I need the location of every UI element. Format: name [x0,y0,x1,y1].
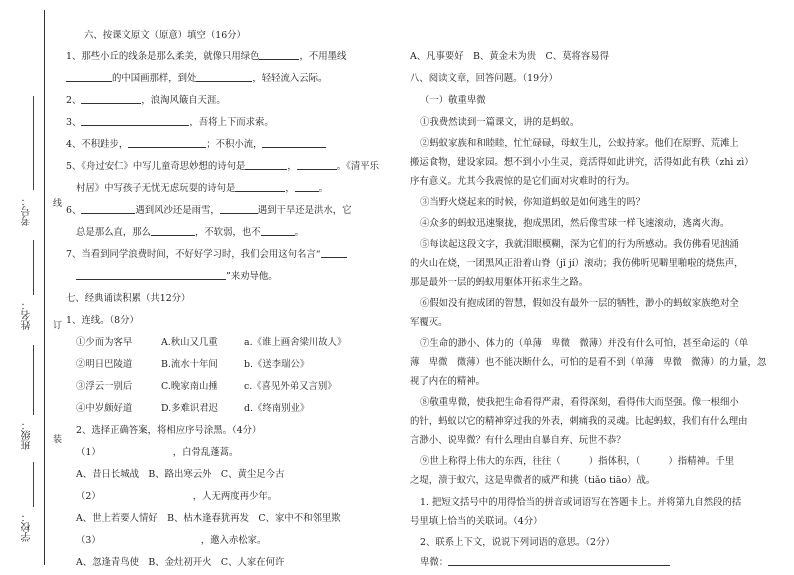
q7-blank-2[interactable] [76,268,226,280]
question-2: 2、联系上下文，说说下列词语的意思。（2分） [420,537,615,548]
match-right-item: d.《终南别业》 [244,403,310,414]
passage-p2-line3: 序有意义。尤其今我震惊的是它们面对灾难时的行为。 [410,176,636,187]
q4-line [66,136,326,153]
class-label: 班级： [22,420,33,450]
q6-text-a: 6、 [66,205,82,216]
q5-text-c: 。《清平乐 [336,161,379,172]
choice-title: 2、选择正确答案，将相应序号涂黑。（4分） [76,425,262,436]
q5-text-a: 5、《舟过安仁》中写儿童奇思妙想的诗句是 [66,161,246,172]
q3-line: 3、 ，吾将上下而求索。 [66,114,274,131]
q1-text-a: 1、那些小丘的线条是那么柔美，就像只用绿色 [66,51,260,62]
q3-blank[interactable] [81,114,189,126]
q6-blank-1[interactable] [81,202,135,214]
choice-2-options[interactable]: A、世上若要人情好 B、枯木逢春犹再发 C、家中不和邻里欺 [76,513,341,524]
q3-text: ，吾将上下而求索。 [189,117,274,128]
choice-3-options[interactable]: A、忽逢青鸟使 B、金灶初开火 C、人家在何许 [76,557,285,568]
passage-title: （一）敬重卑微 [420,95,486,106]
question-1-line1: 1. 把短文括号中的用得恰当的拼音或词语写在答题卡上。并将第九自然段的括 [420,497,742,508]
section7-title: 七、经典诵读积累（共12分） [66,293,191,304]
q6-text-b: 遇到风沙还是雨雪， [135,205,220,216]
q1-text-c: 的中国画那样，到处 [112,73,197,84]
choice-2-tail: ，人无两度再少年。 [192,491,278,502]
choice-3-number: （3） [76,535,101,546]
q5-line1 [66,158,379,175]
choice-1 [76,444,238,461]
q7-text-a: 7、当看到同学浪费时间，不好好学习时，我们会用这句名言“ [66,249,321,260]
match-mid-item: D.多难识君迟 [161,403,219,414]
q7-line1 [66,246,347,263]
q1-text-d: ，轻轻流入云际。 [252,73,328,84]
passage-p2-line2: 搬运食物，建设家园。想不到小小生灵，竟活得如此讲究，活得如此有秩（zhì zì） [410,157,754,168]
q1-blank-1[interactable] [259,48,299,60]
q5-text-b: ， [287,161,297,172]
passage-p7-line3: 视了内在的精神。 [410,376,486,387]
match-mid-item: A.秋山又几重 [161,337,218,348]
section6-title: 六、按课文原文（原意）填空（16分） [84,30,246,41]
school-blank[interactable] [33,462,34,507]
binding-mark-bind: 装 [53,435,63,445]
q6-blank-3[interactable] [151,224,195,236]
match-mid-item: B.流水十年间 [161,359,218,370]
passage-p9-line1: ⑨世上称得上伟大的东西，往往（ ）指体积，（ ）指精神。千里 [420,456,735,467]
q6-blank-2[interactable] [220,202,258,214]
passage-p1: ①我费然读到一篇课文，讲的是蚂蚁。 [420,117,580,128]
question-2-answer-blank[interactable] [448,554,670,566]
exam-no-blank[interactable] [33,96,34,190]
q6-text-d: 总是那么直，那么 [76,227,152,238]
q5-blank-1[interactable] [245,158,287,170]
passage-p5-line2: 的火山在烧，一团黑风正沿着山脊（jǐ jí）滚动；我仿佛听见噼里啪啦的烧焦声， [410,258,744,269]
q5-line2: 村居》中写孩子无忧无虑玩耍的诗句是 ， 。 [76,180,328,197]
passage-p7-line2: 薄 卑微 微薄）也不能决断什么，可怕的是看不到（单薄 卑微 微薄）的力量，忽 [410,357,767,368]
passage-p9-line2: 之堤，溃于蚁穴，这是卑微者的威严和挑（tiǎo tiāo）战。 [410,475,656,486]
match-right-item: a.《谁上画舍梁川故人》 [244,337,347,348]
choice-2-number: （2） [76,491,101,502]
q6-line2: 总是那么直，那么 ，不软弱，也不 。 [76,224,304,241]
match-right-item: c.《喜见外弟又言别》 [244,381,337,392]
passage-p4: ④众多的蚂蚁迅速聚拢，抱成黑团，然后像雪球一样飞速滚动，逃离火海。 [420,218,730,229]
passage-p6-line1: ⑥假如没有抱成团的智慧，假如没有最外一层的牺牲，渺小的蚂蚁家族绝对全 [420,298,739,309]
match-left-item: ②明日巴陵道 [76,359,133,370]
name-label: 姓名： [22,300,33,330]
choice-4-options[interactable]: A、凡事要好 B、黄金未为贵 C、莫将容易得 [410,51,609,62]
q6-text-e: ，不软弱，也不 [195,227,261,238]
binding-mark-line: 线 [53,199,63,209]
choice-1-tail: ，白骨乱蓬蒿。 [172,447,239,458]
binding-line [44,10,45,565]
choice-1-number: （1） [76,447,101,458]
q1-blank-3[interactable] [196,70,252,82]
q6-line1 [66,202,352,219]
name-blank[interactable] [33,240,34,295]
question-1-line2: 号里填上恰当的关联词。（4分） [410,516,543,527]
passage-p6-line2: 军覆灭。 [410,317,448,328]
choice-1-options[interactable]: A、昔日长城战 B、路出寒云外 C、黄尘足今古 [76,469,285,480]
class-blank[interactable] [33,345,34,415]
passage-p3: ③当野火烧起来的时候，你知道蚂蚁是如何逃生的吗？ [420,197,646,208]
choice-3-tail: ，邀入赤松家。 [200,535,267,546]
q1-line2 [66,70,327,87]
match-title: 1、连线。（8分） [66,315,139,326]
q1-text-b: ，不用墨线 [299,51,347,62]
section8-title: 八、阅读文章，回答问题。（19分） [410,73,558,84]
q4-blank-1[interactable] [128,136,206,148]
q7-text-b: ”来劝导他。 [226,271,278,282]
passage-p2-line1: ②蚂蚁家族和和睦睦，忙忙碌碌，母蚁生儿，公蚁持家。他们在原野、荒滩上 [420,138,739,149]
question-2-word [420,554,670,571]
question-2-word-label: 卑微： [420,557,449,568]
q2-text: ，浪淘风簸自天涯。 [141,95,226,106]
q4-blank-2[interactable] [262,136,326,148]
binding-margin [0,0,62,575]
q4-text-a: 4、不积跬步， [66,139,129,150]
q5-blank-4[interactable] [295,180,319,192]
match-right-item: b.《送李瑞公》 [244,359,310,370]
q5-text-d: 村居》中写孩子无忧无虑玩耍的诗句是 [76,183,236,194]
match-left-item: ③浮云一别后 [76,381,133,392]
q2-blank[interactable] [81,92,141,104]
passage-p5-line1: ⑤每读起这段文字，我就泪眼模糊，深为它们的行为所感动。我仿佛看见汹涌 [420,239,739,250]
binding-mark-order: 订 [53,321,63,331]
q5-blank-3[interactable] [235,180,285,192]
q7-line2 [76,268,278,285]
q6-blank-4[interactable] [261,224,295,236]
match-mid-item: C.晚家南山捶 [161,381,218,392]
choice-3 [76,532,266,549]
passage-p8-line3: 言渺小、说卑微？有什么理由自暴自弃、玩世不恭？ [410,435,626,446]
q6-text-c: 遇到干旱还是洪水，它 [257,205,352,216]
choice-2 [76,488,277,505]
q5-blank-2[interactable] [297,158,337,170]
q7-blank-1[interactable] [321,246,347,258]
passage-p7-line1: ⑦生命的渺小、体力的（单薄 卑微 微薄）并没有什么可怕，甚至命运的（单 [420,338,749,349]
match-left-item: ④中岁颇好道 [76,403,133,414]
exam-no-label: 考号： [22,196,33,226]
passage-p5-line3: 那是最外一层的蚂蚁用躯体开拓求生之路。 [410,277,589,288]
q2-line: 2、 ，浪淘风簸自天涯。 [66,92,226,109]
q1-blank-2[interactable] [66,70,112,82]
passage-p8-line2: 的针，蚂蚁以它的精神穿过我的外表，刺痛我的灵魂。比起蚂蚁，我们有什么理由 [410,416,748,427]
match-left-item: ①少而为客早 [76,337,133,348]
q1-line1 [66,48,346,65]
q4-text-b: ；不积小流， [206,139,263,150]
passage-p8-line1: ⑧敬重卑微，使我把生命看得严肃，看得深刻，看得伟大而坚强。像一根细小 [420,397,739,408]
school-label: 学校： [22,512,33,542]
